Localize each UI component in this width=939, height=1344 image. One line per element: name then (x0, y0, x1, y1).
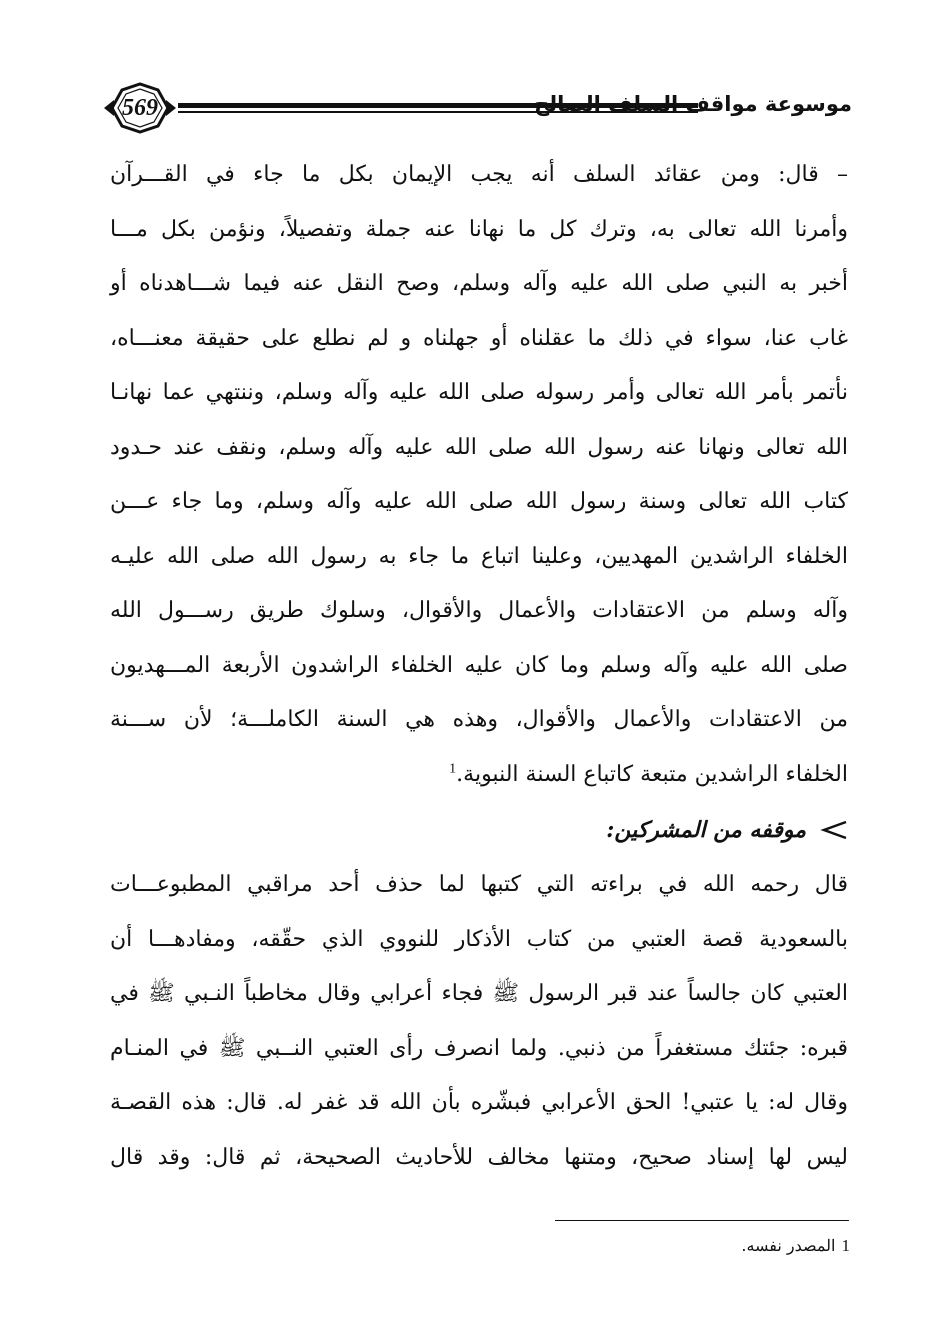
text-line-content: الخلفاء الراشدين متبعة كاتباع السنة النبوية. (456, 761, 848, 787)
book-title: موسوعة مواقف السلف الصالح (534, 92, 852, 116)
footnote (600, 1236, 850, 1256)
text-line: وأمرنا الله تعالى به، وترك كل ما نهانا عنه جملة وتفصيلاً، ونؤمن بكل مـــا (110, 216, 848, 242)
text-line (110, 748, 848, 803)
footnote-text: المصدر نفسه. (741, 1236, 836, 1255)
text-line: الخلفاء الراشدين المهديين، وعلينا اتباع ما جاء به رسول الله صلى الله عليـه (110, 543, 848, 569)
text-line: وآله وسلم من الاعتقادات والأعمال والأقوال، وسلوك طريق رســـول الله (110, 598, 848, 623)
footnote-reference[interactable]: 1 (449, 761, 457, 777)
page-number-badge (100, 78, 180, 138)
text-line: ليس لها إسناد صحيح، ومتنها مخالف للأحاديث الصحيحة، ثم قال: وقد قال (110, 1144, 848, 1170)
text-line: أخبر به النبي صلى الله عليه وآله وسلم، وصح النقل عنه فيما شـــاهدناه أو (110, 271, 848, 296)
text-line: بالسعودية قصة العتبي من كتاب الأذكار للنووي الذي حقّقه، ومفادهـــا أن (110, 926, 848, 952)
footnote-number: 1 (841, 1236, 850, 1255)
text-line: كتاب الله تعالى وسنة رسول الله صلى الله عليه وآله وسلم، وما جاء عـــن (110, 489, 848, 514)
text-line: الله تعالى ونهانا عنه رسول الله صلى الله عليه وآله وسلم، ونقف عند حـدود (110, 434, 848, 460)
text-line: نأتمر بأمر الله تعالى وأمر رسوله صلى الله عليه وآله وسلم، وننتهي عما نهانـا (110, 380, 848, 405)
section-heading (110, 802, 848, 858)
arrow-bullet-icon (820, 818, 848, 842)
section-heading-text: موقفه من المشركين: (606, 817, 806, 843)
text-line: وقال له: يا عتبي! الحق الأعرابي فبشّره بأن الله قد غفر له. قال: هذه القصـة (110, 1090, 848, 1115)
page-header (100, 78, 852, 138)
text-line: قبره: جئتك مستغفراً من ذنبي. ولما انصرف رأى العتبي النــبي ﷺ في المنـام (110, 1035, 848, 1061)
page-body (110, 148, 848, 1185)
page-number: 569 (122, 94, 158, 121)
text-line: العتبي كان جالساً عند قبر الرسول ﷺ فجاء أعرابي وقال مخاطباً النـبي ﷺ في (110, 981, 848, 1006)
text-line: قال رحمه الله في براءته التي كتبها لما حذف أحد مراقبي المطبوعـــات (110, 872, 848, 897)
text-line: غاب عنا، سواء في ذلك ما عقلناه أو جهلناه و لم نطلع على حقيقة معنـــاه، (110, 325, 848, 351)
text-line: صلى الله عليه وآله وسلم وما كان عليه الخلفاء الراشدون الأربعة المـــهديون (110, 652, 848, 678)
footnote-divider (555, 1220, 849, 1221)
text-line: من الاعتقادات والأعمال والأقوال، وهذه هي السنة الكاملـــة؛ لأن ســـنة (110, 707, 848, 732)
text-line: – قال: ومن عقائد السلف أنه يجب الإيمان بكل ما جاء في القـــرآن (110, 162, 848, 187)
